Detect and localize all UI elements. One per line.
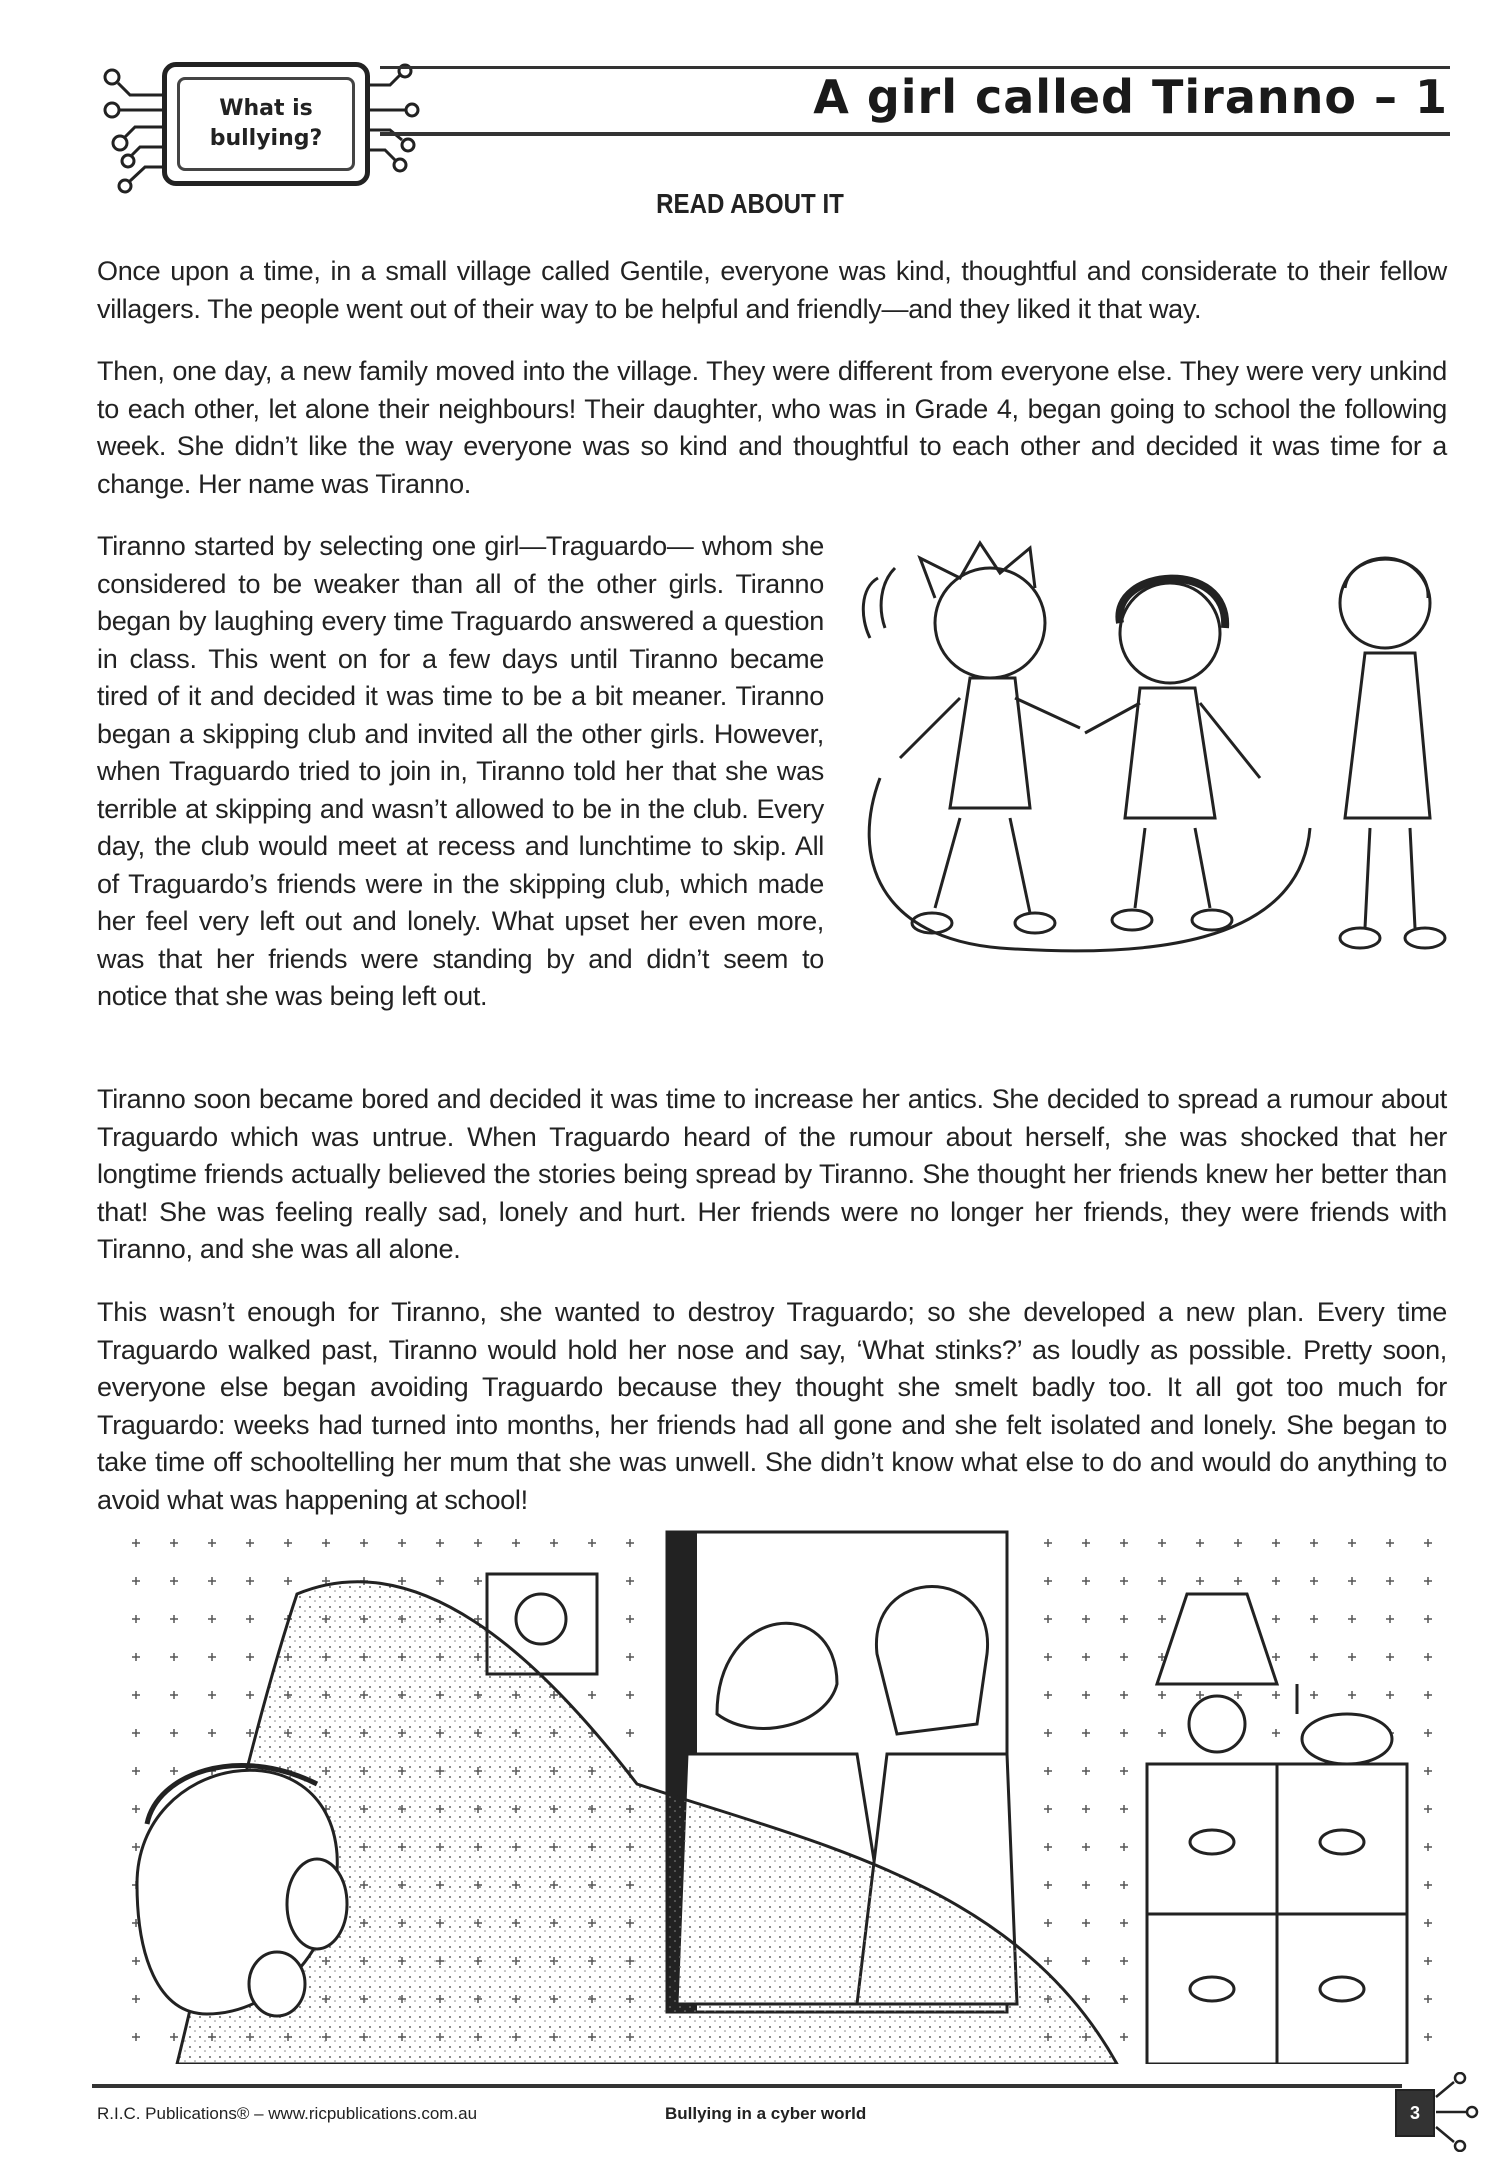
bedroom-illustration — [117, 1524, 1447, 2064]
footer-publisher: R.I.C. Publications® – www.ricpublications.com.au — [97, 2104, 478, 2123]
skipping-girls-illustration — [840, 528, 1455, 968]
paragraph-rumour: Tiranno soon became bored and decided it was time to increase her antics. She decided to spread a rumour about Traguardo which was untrue. When Traguardo heard of the rumour about herself, she was shocked that her longtime friends actually believed the stories being spread by Tiranno. She thought her friends knew her better than that! She was feeling really sad, lonely and hurt. Her friends were no longer her friends, they were friends with Tiranno, and she was all alone. — [97, 1084, 1447, 1264]
paragraph-intro: Once upon a time, in a small village called Gentile, everyone was kind, thoughtful and considerate to their fellow villagers. The people went out of their way to be helpful and friendly—and they liked it that way. — [97, 256, 1447, 324]
header-rule-bottom — [380, 132, 1450, 136]
paragraph-new-family: Then, one day, a new family moved into the village. They were different from everyone else. They were very unkind to each other, let alone their neighbours! Their daughter, who was in Grade 4, began going to school the following week. She didn’t like the way everyone was so kind and thoughtful to each other and decided it was time for a change. Her name was Tiranno. — [97, 356, 1447, 499]
page-number: 3 — [1395, 2089, 1435, 2137]
badge-line-2: bullying? — [209, 126, 323, 151]
footer-rule — [92, 2084, 1402, 2088]
footer-book-title: Bullying in a cyber world — [665, 2104, 867, 2123]
paragraph-skipping-club: Tiranno started by selecting one girl—Traguardo— whom she considered to be weaker than all of the other girls. Tiranno began by laughing every time Traguardo answered a question in class. This went on for a few days until Tiranno became tired of it and decided it was time to be a bit meaner. Tiranno began a skipping club and invited all the other girls. However, when Traguardo tried to join in, Tiranno told her that she was terrible at skipping and wasn’t allowed to be in the club. Every day, the club would meet at recess and lunchtime to skip. All of Traguardo’s friends were in the skipping club, which made her feel very left out and lonely. What upset her even more, was that her friends were standing by and didn’t seem to notice that she was being left out. — [97, 531, 824, 1011]
topic-badge-label — [177, 77, 355, 171]
header-rule-top — [380, 66, 1450, 69]
topic-badge — [162, 62, 370, 186]
page-title: A girl called Tiranno – 1 — [813, 70, 1448, 124]
footer-circuit-icon — [1434, 2072, 1484, 2152]
badge-line-1: What is — [219, 96, 313, 121]
paragraph-what-stinks: This wasn’t enough for Tiranno, she wanted to destroy Traguardo; so she developed a new plan. Every time Traguardo walked past, Tiranno would hold her nose and say, ‘What stinks?’ as loudly as possible. Pretty soon, everyone else began avoiding Traguardo because they thought she smelt badly too. It all got too much for Traguardo: weeks had turned into months, her friends had all gone and she felt isolated and lonely. She began to take time off schooltelling her mum that she was unwell. She didn’t know what else to do and would do anything to avoid what was happening at school! — [97, 1297, 1447, 1515]
section-heading: READ ABOUT IT — [656, 188, 844, 219]
